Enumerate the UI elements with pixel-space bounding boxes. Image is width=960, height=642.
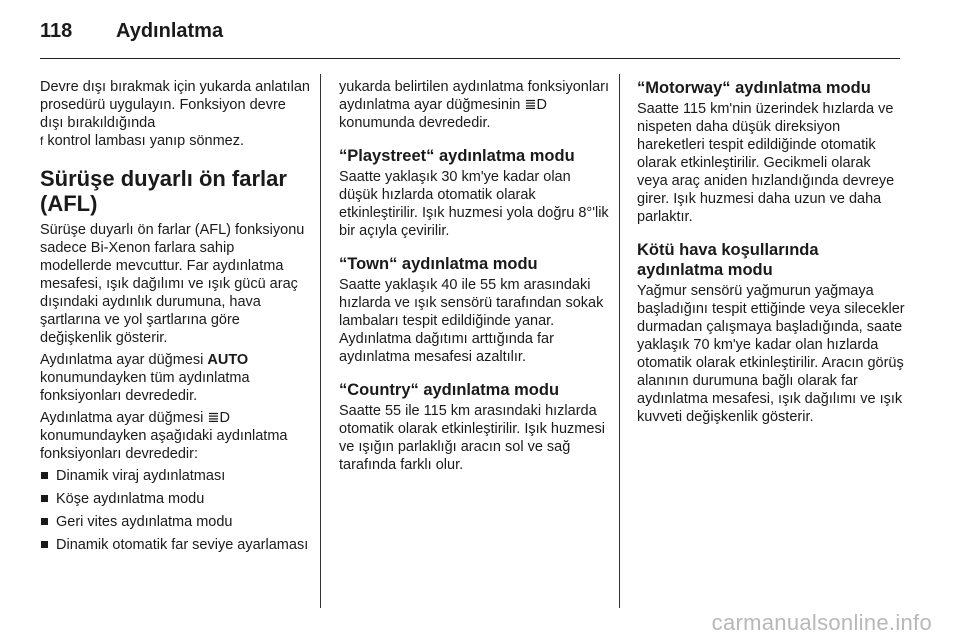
chapter-title: Aydınlatma: [116, 20, 224, 42]
list-item: Dinamik otomatik far seviye ayarlaması: [40, 536, 310, 554]
column-divider: [619, 74, 620, 608]
list-item: Geri vites aydınlatma modu: [40, 513, 310, 531]
bad-weather-heading: Kötü hava koşullarında aydınlatma modu: [637, 241, 819, 279]
bullet-square-icon: [41, 541, 48, 548]
page-number: 118: [40, 20, 73, 42]
column-3: [637, 78, 905, 430]
town-paragraph: Saatte yaklaşık 40 ile 55 km arasındaki hızlarda ve ışık sensörü tarafından sokak lambaları tespit edildiğinde yanar. Aydınlatma dağıtımı arttığında far aydınlatma mesafesi azaltılır.: [339, 277, 604, 365]
intro-paragraph: Devre dışı bırakmak için yukarda anlatılan prosedürü uygulayın. Fonksiyon devre dışı bırakıldığında f kontrol lambası yanıp sönmez.: [40, 79, 310, 149]
afl-heading: Sürüşe duyarlı ön farlar (AFL): [40, 166, 287, 216]
list-item: Köşe aydınlatma modu: [40, 490, 310, 508]
town-heading: “Town“ aydınlatma modu: [339, 255, 538, 273]
country-paragraph: Saatte 55 ile 115 km arasındaki hızlarda otomatik olarak etkinleştirilir. Işık huzmesi ve ışığın parlaklığı aracın sol ve sağ tarafında farklı olur.: [339, 403, 605, 473]
column-2: [339, 78, 611, 478]
column-divider: [320, 74, 321, 608]
motorway-heading: “Motorway“ aydınlatma modu: [637, 79, 871, 97]
playstreet-paragraph: Saatte yaklaşık 30 km'ye kadar olan düşük hızlarda otomatik olarak etkinleştirilir. Işık huzmesi yola doğru 8°'lik bir açıyla çevirilir.: [339, 169, 609, 239]
country-heading: “Country“ aydınlatma modu: [339, 381, 560, 399]
bullet-square-icon: [41, 472, 48, 479]
function-list: [40, 467, 310, 554]
column-1: [40, 78, 310, 559]
indicator-lamp-icon: f: [40, 134, 44, 148]
playstreet-heading: “Playstreet“ aydınlatma modu: [339, 147, 575, 165]
auto-paragraph: Aydınlatma ayar düğmesi AUTO konumundayken tüm aydınlatma fonksiyonları devrededir.: [40, 352, 250, 404]
watermark: carmanualsonline.info: [711, 610, 932, 635]
afl-paragraph: Sürüşe duyarlı ön farlar (AFL) fonksiyonu sadece Bi-Xenon farlara sahip modellerde mevcuttur. Far aydınlatma mesafesi, ışık dağılımı ve ışık gücü araç dışındaki aydınlık durumuna, hava şartlarına ve yol şartlarına göre değişkenlik gösterir.: [40, 222, 305, 346]
auto-label: AUTO: [207, 352, 249, 368]
bullet-square-icon: [41, 518, 48, 525]
bullet-square-icon: [41, 495, 48, 502]
motorway-paragraph: Saatte 115 km'nin üzerindek hızlarda ve nispeten daha düşük direksiyon hareketleri tespit edildiğinde otomatik olarak etkinleştirilir. Gecikmeli olarak veya araç aniden hızlandığında devreye girer. Işık huzmesi daha uzun ve daha parlaktır.: [637, 101, 895, 225]
lowbeam-paragraph: Aydınlatma ayar düğmesi ≣D konumundayken aşağıdaki aydınlatma fonksiyonları devrededir:: [40, 410, 288, 462]
bad-weather-paragraph: Yağmur sensörü yağmurun yağmaya başladığını tespit ettiğinde veya silecekler durmadan çalışmaya başladığında, saate yaklaşık 70 km'ye kadar olan hızlarda otomatik olarak etkinleştirilir. Aracın görüş alanının durumuna bağlı olarak far aydınlatma mesafesi, ışık dağılımı ve ışık kuvveti değişkenlik gösterir.: [637, 283, 905, 425]
low-beam-icon: ≣D: [524, 97, 548, 113]
list-item: Dinamik viraj aydınlatması: [40, 467, 310, 485]
low-beam-icon: ≣D: [207, 410, 230, 426]
header-rule: [40, 58, 900, 59]
continuation-paragraph: yukarda belirtilen aydınlatma fonksiyonları aydınlatma ayar düğmesinin ≣D konumunda devrededir.: [339, 79, 609, 131]
